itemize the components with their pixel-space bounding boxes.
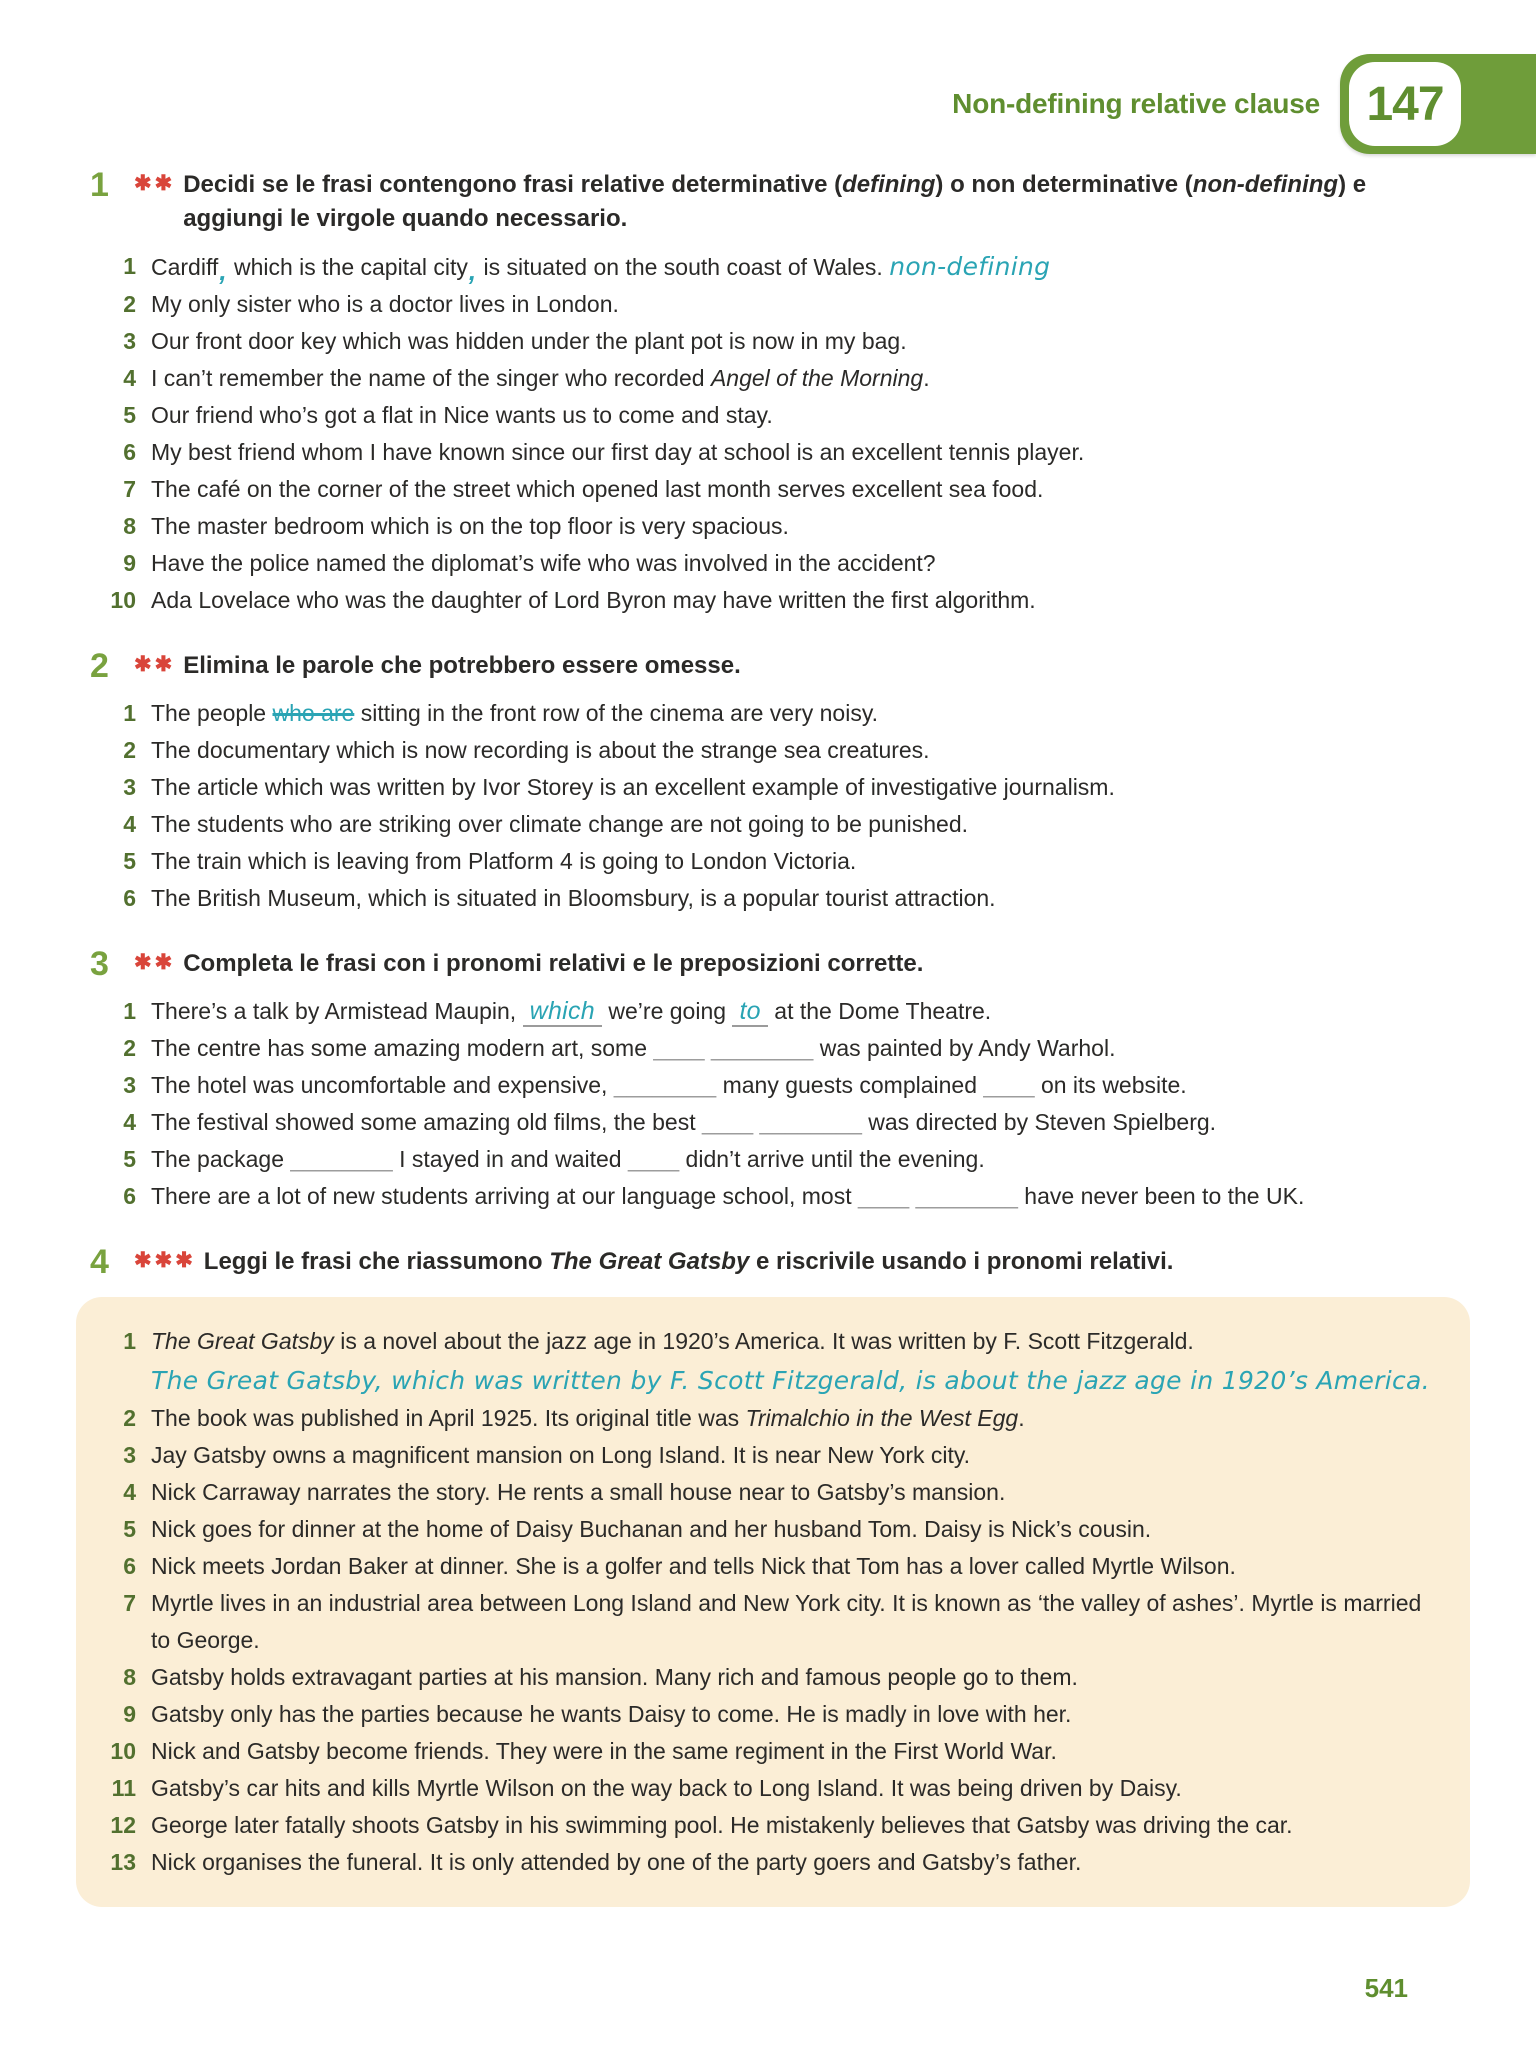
item-number: 2 [123,1405,136,1431]
text-segment: George later fatally shoots Gatsby in his swimming pool. He mistakenly believes that Gatsby was driving the car. [151,1812,1293,1838]
page-footer [1365,1973,1408,2004]
item-number: 4 [123,365,136,391]
item-number: 9 [123,1701,136,1727]
item-row [90,843,1470,880]
item-row [90,806,1470,843]
text-segment: non-defining [1192,171,1339,198]
handwritten-answer: non-defining [889,252,1051,281]
text-segment: Gatsby’s car hits and kills Myrtle Wilson on the way back to Long Island. It was being driven by Daisy. [151,1775,1182,1801]
handwritten-answer: The Great Gatsby, which was written by F. Scott Fitzgerald, is about the jazz age in 1920’s America. [151,1366,1430,1395]
item-row [90,769,1470,806]
text-segment: Nick and Gatsby become friends. They were in the same regiment in the First World War. [151,1738,1057,1764]
text-segment: e riscrivile usando i pronomi relativi. [749,1248,1174,1275]
text-segment: at the Dome Theatre. [767,998,992,1024]
item-text [151,1548,1444,1585]
item-number: 13 [110,1849,136,1875]
item-text [151,1696,1444,1733]
item-text [151,1437,1444,1474]
text-segment: My best friend whom I have known since our first day at school is an excellent tennis player. [151,439,1085,465]
item-number: 5 [123,1146,136,1172]
text-segment: I can’t remember the name of the singer who recorded [151,365,711,391]
exercises-container [90,168,1470,1937]
page-number: 541 [1364,1973,1408,2003]
item-number: 5 [123,848,136,874]
item-number: 3 [123,328,136,354]
item-row [90,1807,1444,1844]
item-row [90,545,1470,582]
item-row [90,286,1470,323]
item-text [151,545,1470,582]
struck-text: who are [272,700,355,726]
exercise-header [90,1245,1470,1279]
item-row [90,1104,1470,1141]
item-row [90,360,1470,397]
item-number: 10 [110,587,136,613]
item-text [151,323,1470,360]
difficulty-stars: ✱✱✱ [134,1249,196,1272]
item-number: 2 [123,291,136,317]
text-segment: Gatsby holds extravagant parties at his mansion. Many rich and famous people go to them. [151,1664,1078,1690]
text-segment: Gatsby only has the parties because he wants Daisy to come. He is madly in love with her. [151,1701,1072,1727]
item-text [151,508,1470,545]
text-segment: sitting in the front row of the cinema are very noisy. [354,700,879,726]
item-number: 12 [110,1812,136,1838]
handwritten-answer: , [219,256,227,286]
item-row [90,1030,1470,1067]
text-segment: The train which is leaving from Platform 4 is going to London Victoria. [151,848,857,874]
item-text [151,582,1470,619]
item-number: 7 [123,476,136,502]
text-segment: Cardiff [151,254,219,280]
text-segment: Ada Lovelace who was the daughter of Lord Byron may have written the first algorithm. [151,587,1036,613]
text-segment: is situated on the south coast of Wales. [477,254,890,280]
exercise-4 [90,1245,1470,1907]
text-segment: which is the capital city [227,254,468,280]
item-row [90,1659,1444,1696]
text-segment: Trimalchio in the West Egg [745,1405,1019,1431]
item-row [90,1067,1470,1104]
text-segment: There’s a talk by Armistead Maupin, [151,998,523,1024]
blank-line: ____ [627,1146,680,1172]
item-number: 1 [123,998,136,1024]
exercise-items [90,695,1470,917]
item-text [151,1733,1444,1770]
item-row [90,1844,1444,1881]
text-segment: I stayed in and waited [392,1146,628,1172]
item-text [151,360,1470,397]
item-number: 7 [123,1590,136,1616]
item-row [90,993,1470,1030]
item-number: 8 [123,513,136,539]
exercise-header [90,947,1470,981]
item-text [151,1104,1470,1141]
item-number: 6 [123,439,136,465]
text-segment: Nick meets Jordan Baker at dinner. She is a golfer and tells Nick that Tom has a lover called Myrtle Wilson. [151,1553,1236,1579]
item-row [90,880,1470,917]
item-text [151,993,1470,1030]
text-segment: Nick organises the funeral. It is only attended by one of the party goers and Gatsby’s father. [151,1849,1082,1875]
item-row [90,695,1470,732]
text-segment: didn’t arrive until the evening. [679,1146,985,1172]
text-segment: Angel of the Morning [710,365,924,391]
text-segment: defining [842,171,936,198]
exercise-instruction [183,947,923,981]
unit-number: 147 [1349,62,1461,146]
exercise-1 [90,168,1470,619]
item-text [151,397,1470,434]
text-segment: Decidi se le frasi contengono frasi relative determinative ( [183,171,843,198]
item-row [90,1770,1444,1807]
item-number: 6 [123,1553,136,1579]
exercise-instruction [183,649,741,683]
exercise-2 [90,649,1470,917]
item-row [90,582,1470,619]
text-segment: The hotel was uncomfortable and expensive, [151,1072,614,1098]
item-row [90,1585,1444,1659]
item-text [151,1585,1444,1659]
text-segment: ) o non determinative ( [935,171,1193,198]
difficulty-stars: ✱✱ [134,653,176,676]
item-text [151,1323,1444,1400]
item-text [151,843,1470,880]
item-row [90,1733,1444,1770]
item-text [151,806,1470,843]
text-segment: ) e aggiungi le virgole quando necessario. [183,171,1367,232]
text-segment: The book was published in April 1925. Its original title was [151,1405,746,1431]
text-segment: Leggi le frasi che riassumono [203,1248,550,1275]
item-number: 5 [123,1516,136,1542]
blank-line: ________ [915,1183,1018,1209]
difficulty-stars: ✱✱ [134,172,176,195]
exercise-items [76,1297,1470,1907]
unit-badge [1340,54,1536,154]
blank-line: ____ [858,1183,910,1209]
text-segment: Jay Gatsby owns a magnificent mansion on Long Island. It is near New York city. [151,1442,971,1468]
exercise-3 [90,947,1470,1215]
text-segment: My only sister who is a doctor lives in London. [151,291,619,317]
blank-line: ________ [759,1109,862,1135]
item-row [90,1178,1470,1215]
item-text [151,1030,1470,1067]
item-row [90,1400,1444,1437]
item-text [151,1659,1444,1696]
exercise-items [90,248,1470,619]
text-segment: . [1018,1405,1025,1431]
blank-line: ____ [653,1035,705,1061]
item-row [90,1437,1444,1474]
item-number: 2 [123,737,136,763]
item-text [151,769,1470,806]
text-segment: on its website. [1034,1072,1187,1098]
blank-line: ________ [613,1072,717,1098]
exercise-number: 1 [90,166,109,204]
exercise-header [90,168,1470,236]
item-row [90,1511,1444,1548]
item-row [90,1323,1444,1400]
item-number: 4 [123,1479,136,1505]
text-segment: The Great Gatsby [549,1248,750,1275]
item-number: 6 [123,1183,136,1209]
item-row [90,397,1470,434]
item-number: 1 [123,1328,136,1354]
text-segment: we’re going [602,998,733,1024]
item-number: 3 [123,774,136,800]
text-segment: Elimina le parole che potrebbero essere omesse. [183,652,741,679]
page-title: Non-defining relative clause [952,88,1320,119]
item-number: 1 [123,253,136,279]
item-text [151,1474,1444,1511]
text-segment: was directed by Steven Spielberg. [861,1109,1217,1135]
text-segment: Myrtle lives in an industrial area between Long Island and New York city. It is known as ‘the valley of ashes’. Myrtle is married to George. [151,1590,1422,1653]
text-segment: The Great Gatsby [151,1328,334,1354]
exercise-instruction [204,1245,1174,1279]
text-segment: The students who are striking over climate change are not going to be punished. [151,811,968,837]
exercise-header [90,649,1470,683]
blank-line: ________ [710,1035,814,1061]
text-segment: The festival showed some amazing old films, the best [151,1109,702,1135]
page-header [0,52,1536,156]
exercise-instruction [183,168,1470,236]
item-text [151,1141,1470,1178]
item-text [151,1400,1444,1437]
item-row [90,471,1470,508]
item-text [151,434,1470,471]
text-segment: was painted by Andy Warhol. [813,1035,1116,1061]
item-row [90,1548,1444,1585]
item-row [90,1696,1444,1733]
item-text [151,1844,1444,1881]
item-row [90,323,1470,360]
item-number: 8 [123,1664,136,1690]
text-segment: The centre has some amazing modern art, some [151,1035,654,1061]
item-number: 3 [123,1072,136,1098]
text-segment: The article which was written by Ivor Storey is an excellent example of investigative journalism. [151,774,1115,800]
item-text [151,471,1470,508]
item-row [90,1141,1470,1178]
item-number: 5 [123,402,136,428]
text-segment: Completa le frasi con i pronomi relativi e le preposizioni corrette. [183,950,924,977]
blank-line: ________ [290,1146,393,1172]
difficulty-stars: ✱✱ [134,951,176,974]
item-row [90,508,1470,545]
item-row [90,1474,1444,1511]
exercise-items [90,993,1470,1215]
handwritten-answer: which [523,998,602,1027]
item-text [151,1807,1444,1844]
text-segment: The package [151,1146,291,1172]
handwritten-answer: , [468,256,477,286]
handwritten-answer: to [732,998,767,1027]
item-number: 9 [123,550,136,576]
item-text [151,695,1470,732]
text-segment: is a novel about the jazz age in 1920’s America. It was written by F. Scott Fitzgerald. [333,1328,1194,1354]
item-number: 10 [110,1738,136,1764]
item-text [151,1067,1470,1104]
item-text [151,1770,1444,1807]
item-text [151,248,1470,286]
blank-line: ____ [701,1109,754,1135]
text-segment: The people [151,700,273,726]
item-text [151,1511,1444,1548]
text-segment: Nick goes for dinner at the home of Daisy Buchanan and her husband Tom. Daisy is Nick’s cousin. [151,1516,1152,1542]
item-number: 2 [123,1035,136,1061]
item-row [90,248,1470,286]
exercise-number: 4 [90,1243,109,1281]
item-text [151,286,1470,323]
item-text [151,732,1470,769]
answer-line [151,1362,1444,1400]
item-row [90,732,1470,769]
text-segment: The British Museum, which is situated in Bloomsbury, is a popular tourist attraction. [151,885,996,911]
text-segment: Nick Carraway narrates the story. He rents a small house near to Gatsby’s mansion. [151,1479,1006,1505]
text-segment: The café on the corner of the street which opened last month serves excellent sea food. [151,476,1044,502]
item-row [90,434,1470,471]
text-segment: Our front door key which was hidden under the plant pot is now in my bag. [151,328,907,354]
text-segment: many guests complained [716,1072,984,1098]
text-segment: Have the police named the diplomat’s wife who was involved in the accident? [151,550,936,576]
text-segment: Our friend who’s got a flat in Nice wants us to come and stay. [151,402,773,428]
item-number: 4 [123,1109,136,1135]
item-number: 1 [123,700,136,726]
text-segment: have never been to the UK. [1017,1183,1305,1209]
item-text [151,880,1470,917]
text-segment: The documentary which is now recording is about the strange sea creatures. [151,737,930,763]
item-number: 3 [123,1442,136,1468]
item-number: 6 [123,885,136,911]
item-number: 11 [111,1775,136,1801]
text-segment: . [923,365,930,391]
blank-line: ____ [983,1072,1035,1098]
item-number: 4 [123,811,136,837]
item-text [151,1178,1470,1215]
text-segment: There are a lot of new students arriving at our language school, most [151,1183,859,1209]
text-segment: The master bedroom which is on the top floor is very spacious. [151,513,789,539]
exercise-number: 3 [90,945,109,983]
exercise-number: 2 [90,647,109,685]
